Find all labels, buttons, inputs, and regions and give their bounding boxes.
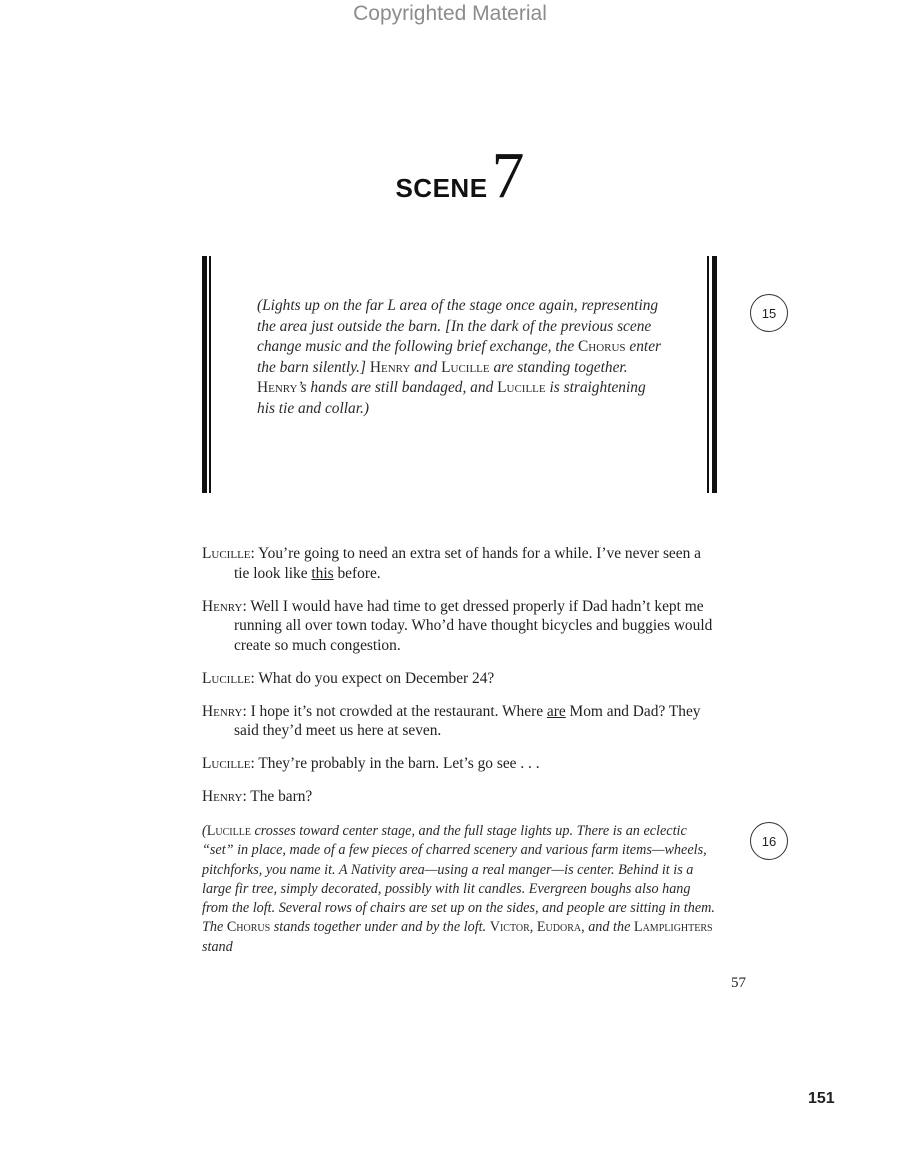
outer-page-number: 151 — [808, 1090, 835, 1107]
right-rule-thick — [712, 256, 717, 493]
cue-marker-16: 16 — [750, 822, 788, 860]
dialogue-line: Henry: Well I would have had time to get dressed properly if Dad hadn’t kept me running all over town today. Who’d have thought bicycles and buggies would create so much congestion. — [202, 597, 713, 654]
dialogue-line: Lucille: You’re going to need an extra set of hands for a while. I’ve never seen a tie look like this before. — [202, 545, 701, 582]
dialogue-line: Henry: I hope it’s not crowded at the restaurant. Where are Mom and Dad? They said they’d meet us here at seven. — [202, 702, 701, 739]
left-rule-thin — [209, 256, 211, 493]
inner-page-number: 57 — [731, 975, 746, 991]
dialogue-block — [202, 544, 716, 820]
left-rule-thick — [202, 256, 207, 493]
opening-stage-direction: (Lights up on the far L area of the stage once again, representing the area just outside the barn. [In the dark of the previous scene change music and the following brief exchange, the Chorus enter the barn silently.] Henry and Lucille are standing together. Henry’s hands are still bandaged, and Lucille is straightening his tie and collar.) — [257, 297, 662, 417]
dialogue-line: Lucille: What do you expect on December 24? — [202, 669, 495, 687]
cue-marker-15: 15 — [750, 294, 788, 332]
speaker-name: Lucille — [202, 545, 251, 562]
closing-stage-direction: (Lucille crosses toward center stage, and the full stage lights up. There is an eclectic “set” in place, made of a few pieces of charred scenery and various farm items—wheels, pitchforks, you name it. A Nativity area—using a real manger—is center. Behind it is a large fir tree, simply decorated, possibly with lit candles. Evergreen boughs also hang from the loft. Several rows of chairs are set up on the sides, and people are sitting in them. The Chorus stands together under and by the loft. Victor, Eudora, and the Lamplighters stand — [202, 823, 715, 955]
speaker-name: Henry — [202, 597, 243, 615]
speaker-name: Lucille — [202, 669, 251, 687]
dialogue-line: Henry: The barn? — [202, 788, 313, 805]
dialogue-line: Lucille: They’re probably in the barn. Let’s go see . . . — [202, 755, 540, 772]
copyright-watermark: Copyrighted Material — [353, 2, 547, 25]
speaker-name: Henry — [202, 702, 243, 720]
scene-number: 7 — [491, 139, 525, 212]
scene-heading — [200, 138, 720, 214]
scene-label: SCENE — [395, 173, 488, 203]
right-rule-thin — [707, 256, 709, 493]
speaker-name: Henry — [202, 788, 243, 805]
speaker-name: Lucille — [202, 755, 251, 772]
